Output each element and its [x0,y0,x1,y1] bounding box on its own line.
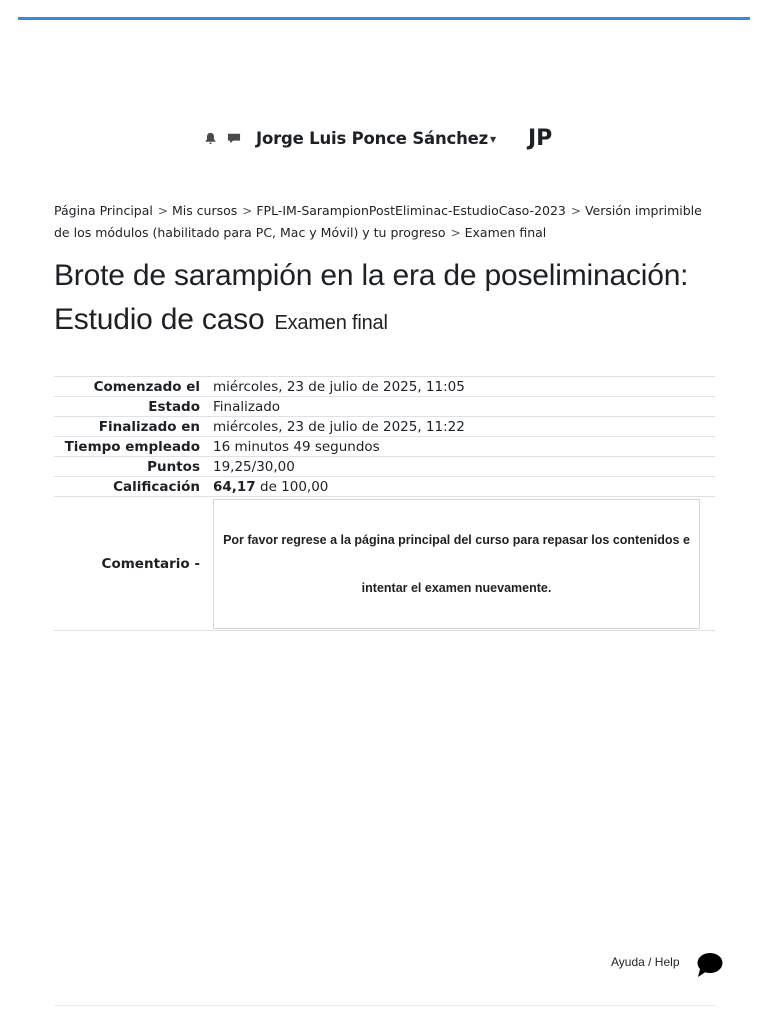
page-title [54,254,724,345]
state-value: Finalizado [213,397,715,417]
chevron-right-icon: > [242,204,253,218]
table-row [54,457,715,477]
page-subtitle: Examen final [274,312,388,334]
footer-divider [54,1005,715,1006]
avatar[interactable]: JP [527,125,553,151]
started-value: miércoles, 23 de julio de 2025, 11:05 [213,377,715,397]
table-row [54,377,715,397]
breadcrumb-final-exam[interactable]: Examen final [464,225,547,240]
caret-down-icon: ▼ [490,134,496,144]
grade-suffix: de 100,00 [255,478,329,495]
help-link[interactable]: Ayuda / Help [611,955,680,969]
chat-bubble-icon[interactable] [224,128,244,148]
table-row [54,417,715,437]
points-value: 19,25/30,00 [213,457,715,477]
comment-label: Comentario - [54,497,213,631]
time-taken-value: 16 minutos 49 segundos [213,437,715,457]
user-name: Jorge Luis Ponce Sánchez [256,128,489,148]
breadcrumb-home[interactable]: Página Principal [54,203,153,218]
time-taken-label: Tiempo empleado [54,437,213,457]
chevron-right-icon: > [157,204,168,218]
finished-label: Finalizado en [54,417,213,437]
feedback-line-1: Por favor regrese a la página principal del curso para repasar los contenidos e [223,532,690,547]
table-row [54,497,715,631]
grade-cell [213,477,715,497]
table-row [54,477,715,497]
user-menu [200,122,552,154]
top-accent-bar [18,17,750,20]
chevron-right-icon: > [450,226,461,240]
feedback-box [213,499,700,629]
breadcrumb-printable-version[interactable]: Versión imprimible de los módulos (habilitado para PC, Mac y Móvil) y tu progreso [54,203,702,240]
table-row [54,437,715,457]
points-label: Puntos [54,457,213,477]
table-row [54,397,715,417]
help-chat-icon[interactable] [696,951,723,978]
feedback-line-2: intentar el examen nuevamente. [361,580,552,595]
breadcrumb-my-courses[interactable]: Mis cursos [171,203,238,218]
started-label: Comenzado el [54,377,213,397]
breadcrumb-course[interactable]: FPL-IM-SarampionPostEliminac-EstudioCaso-2023 [256,203,566,218]
grade-label: Calificación [54,477,213,497]
state-label: Estado [54,397,213,417]
bell-icon[interactable] [200,128,220,148]
grade-value: 64,17 [213,478,256,495]
page-title-text: Brote de sarampión en la era de poseliminación: Estudio de caso [54,259,689,336]
comment-cell [213,497,715,631]
finished-value: miércoles, 23 de julio de 2025, 11:22 [213,417,715,437]
chevron-right-icon: > [570,204,581,218]
attempt-summary-table [54,376,715,631]
user-menu-toggle[interactable] [256,129,496,148]
breadcrumb [54,200,714,244]
